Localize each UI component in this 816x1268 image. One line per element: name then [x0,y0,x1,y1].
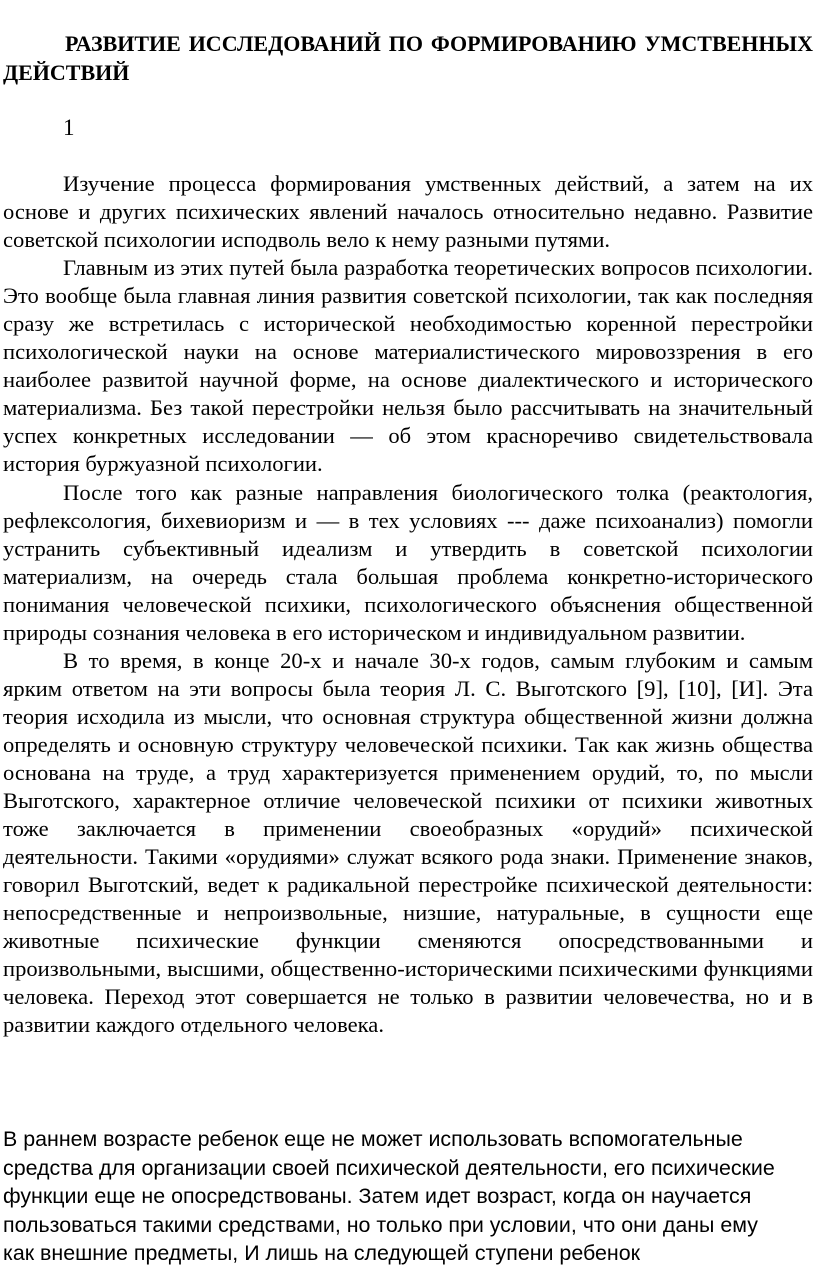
title-line-1: РАЗВИТИЕ ИССЛЕДОВАНИЙ ПО ФОРМИРОВАНИЮ [65,31,637,56]
continuation-text [3,1125,803,1268]
continuation-line-4: пользоваться такими средствами, но только при условии, что они даны ему [3,1212,758,1237]
paragraph-2: Главным из этих путей была разработка теоретических вопросов психологии. Это вообще была главная линия развития советской психологии, так как последняя сразу же встретилась с исторической необходимостью коренной перестройки психологической науки на основе материалистического мировоззрения в его наиболее развитой научной форме, на основе диалектического и исторического материализма. Без такой перестройки нельзя было рассчитывать на значительный успех конкретных исследовании — об этом красноречиво свидетельствовала история буржуазной психологии. [3,255,813,477]
continuation-line-5: как внешние предметы, И лишь на следующей ступени ребенок [3,1241,640,1266]
document-title [3,29,813,87]
title-line-2: УМСТВЕННЫХ ДЕЙСТВИЙ [3,31,814,85]
continuation-line-2: средства для организации своей психической деятельности, его психические [3,1155,775,1180]
paragraph-4: В то время, в конце 20-х и начале 30-х годов, самым глубоким и самым ярким ответом на эти вопросы была теория Л. С. Выготского [9], [10], [И]. Эта теория исходила из мысли, что основная структура общественной жизни должна определять и основную структуру человеческой психики. Так как жизнь общества основана на труде, а труд характеризуется применением орудий, то, по мысли Выготского, характерное отличие человеческой психики от психики животных тоже заключается в применении своеобразных «орудий» психической деятельности. Такими «орудиями» служат всякого рода знаки. Применение знаков, говорил Выготский, ведет к радикальной перестройке психической деятельности: непосредственные и непроизвольные, низшие, натуральные, в сущности еще животные психические функции сменяются опосредствованными и произвольными, высшими, общественно-историческими психическими функциями человека. Переход этот совершается не только в развитии человечества, но и в развитии каждого отдельного человека. [3,647,813,1038]
continuation-line-3: функции еще не опосредствованы. Затем идет возраст, когда он научается [3,1184,752,1209]
section-number: 1 [63,115,75,140]
body-text [3,170,813,1039]
paragraph-1: Изучение процесса формирования умственных действий, а затем на их основе и других психических явлений началось относительно недавно. Развитие советской психологии исподволь вело к нему разными путями. [3,171,813,253]
paragraph-3: После того как разные направления биологического толка (реактология, рефлексология, бихевиоризм и — в тех условиях --- даже психоанализ) помогли устранить субъективный идеализм и утвердить в советской психологии материализм, на очередь стала большая проблема конкретно-исторического понимания человеческой психики, психологического объяснения общественной природы сознания человека в его историческом и индивидуальном развитии. [3,479,813,645]
continuation-line-1: В раннем возрасте ребенок еще не может использовать вспомогательные [3,1127,743,1151]
